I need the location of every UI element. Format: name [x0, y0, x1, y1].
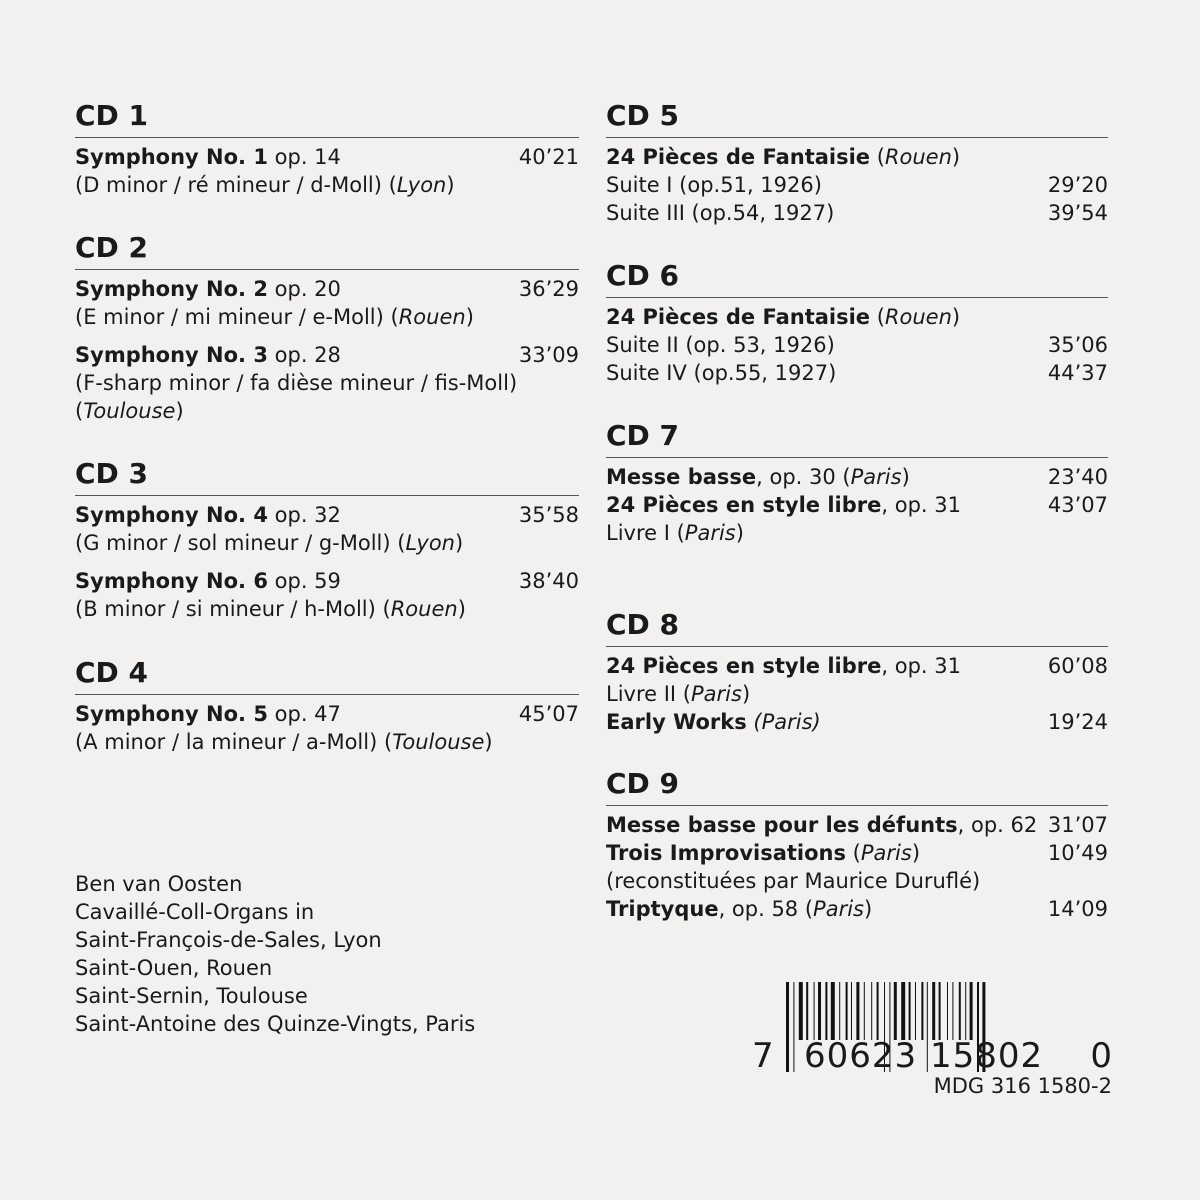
barcode-bar [932, 982, 935, 1040]
cd9-block [606, 768, 1108, 923]
cd2-heading: CD 2 [75, 232, 579, 270]
cd1-work1: Symphony No. 1 op. 14 40’21 [75, 145, 579, 169]
cd2-block [75, 232, 579, 425]
cd3-work1-duration: 35’58 [518, 503, 579, 527]
cd3-work1-key: (G minor / sol mineur / g-Moll) (Lyon) [75, 531, 464, 555]
barcode-bar [909, 982, 911, 1040]
barcode-bar [965, 982, 966, 1040]
cd4-work1-duration: 45’07 [518, 702, 579, 726]
barcode-bar [851, 982, 852, 1040]
cd2-work2-place: (Toulouse) [75, 399, 184, 423]
barcode-group-1: 60623 [804, 1036, 918, 1076]
cd8-work1-book: Livre II (Paris) [606, 682, 751, 706]
barcode-bar [877, 982, 879, 1040]
cd2-work1-key: (E minor / mi mineur / e-Moll) (Rouen) [75, 305, 474, 329]
cd2-work1-duration: 36’29 [518, 277, 579, 301]
cd1-work1-duration: 40’21 [518, 145, 579, 169]
barcode-first-digit: 7 [752, 1036, 774, 1076]
barcode-bar [846, 982, 848, 1040]
cd6-heading: CD 6 [606, 260, 1108, 298]
artist-line-5: Saint-Antoine des Quinze-Vingts, Paris [75, 1012, 476, 1036]
artist-line-2: Saint-François-de-Sales, Lyon [75, 928, 382, 952]
barcode-bar [825, 982, 827, 1040]
cd1-block [75, 100, 579, 199]
barcode-bar [901, 982, 905, 1040]
barcode-bar [959, 982, 961, 1040]
barcode-bar [871, 982, 872, 1040]
cd3-work2: Symphony No. 6 op. 59 38’40 [75, 569, 579, 593]
barcode-bar [856, 982, 859, 1040]
barcode-bar [839, 982, 840, 1040]
barcode-bar [814, 982, 815, 1040]
cd3-block [75, 458, 579, 623]
barcode-bar [947, 982, 948, 1040]
cd8-heading: CD 8 [606, 609, 1108, 647]
cd8-block [606, 609, 1108, 736]
cd9-work3: Triptyque, op. 58 (Paris) 14’09 [606, 897, 1108, 921]
artist-info [75, 870, 555, 1038]
barcode-bar [939, 982, 941, 1040]
cd7-work1: Messe basse, op. 30 (Paris) 23’40 [606, 465, 1108, 489]
cd7-block [606, 420, 1108, 547]
catalog-number: MDG 316 1580-2 [933, 1074, 1112, 1098]
barcode-bar [818, 982, 821, 1040]
barcode-bar [970, 982, 973, 1040]
cd3-work2-duration: 38’40 [518, 569, 579, 593]
barcode-bar [806, 982, 808, 1040]
cd4-block [75, 657, 579, 756]
cd4-heading: CD 4 [75, 657, 579, 695]
cd5-heading: CD 5 [606, 100, 1108, 138]
cd1-heading: CD 1 [75, 100, 579, 138]
barcode-last-digit: 0 [1090, 1036, 1112, 1076]
barcode-bar [799, 982, 803, 1040]
cd7-heading: CD 7 [606, 420, 1108, 458]
barcode-bar [894, 982, 897, 1040]
barcode-group-2: 15802 [930, 1036, 1044, 1076]
cd6-suite2: Suite IV (op.55, 1927) 44’37 [606, 361, 1108, 385]
barcode-bar [831, 982, 835, 1040]
cd3-work1: Symphony No. 4 op. 32 35’58 [75, 503, 579, 527]
cd3-heading: CD 3 [75, 458, 579, 496]
artist-line-1: Cavaillé-Coll-Organs in [75, 900, 315, 924]
cd9-work1: Messe basse pour les défunts, op. 62 31’07 [606, 813, 1108, 837]
barcode-bar [952, 982, 953, 1040]
cd6-work: 24 Pièces de Fantaisie (Rouen) [606, 305, 961, 329]
cd9-work2: Trois Improvisations (Paris) 10’49 [606, 841, 1108, 865]
cd2-work2-duration: 33’09 [518, 343, 579, 367]
cd7-work2-book: Livre I (Paris) [606, 521, 744, 545]
cd5-suite2: Suite III (op.54, 1927) 39’54 [606, 201, 1108, 225]
cd2-work2-key: (F-sharp minor / fa dièse mineur / fis-Moll) [75, 371, 518, 395]
cd9-heading: CD 9 [606, 768, 1108, 806]
cd9-work2-note: (reconstituées par Maurice Duruflé) [606, 869, 981, 893]
barcode-bar [921, 982, 923, 1040]
cd5-work: 24 Pièces de Fantaisie (Rouen) [606, 145, 961, 169]
cd2-work1: Symphony No. 2 op. 20 36’29 [75, 277, 579, 301]
barcode-digits [752, 1036, 1112, 1076]
cd6-block [606, 260, 1108, 387]
barcode-bar [915, 982, 916, 1040]
artist-line-4: Saint-Sernin, Toulouse [75, 984, 308, 1008]
artist-line-3: Saint-Ouen, Rouen [75, 956, 273, 980]
cd7-work2: 24 Pièces en style libre, op. 31 43’07 [606, 493, 1108, 517]
cd4-work1-key: (A minor / la mineur / a-Moll) (Toulouse) [75, 730, 493, 754]
cd6-suite1: Suite II (op. 53, 1926) 35’06 [606, 333, 1108, 357]
cd5-block [606, 100, 1108, 227]
artist-name: Ben van Oosten [75, 872, 243, 896]
cd8-work2: Early Works (Paris) 19’24 [606, 710, 1108, 734]
cd2-work2: Symphony No. 3 op. 28 33’09 [75, 343, 579, 367]
cd8-work1: 24 Pièces en style libre, op. 31 60’08 [606, 654, 1108, 678]
barcode-bar [864, 982, 865, 1040]
cd3-work2-key: (B minor / si mineur / h-Moll) (Rouen) [75, 597, 466, 621]
cd4-work1: Symphony No. 5 op. 47 45’07 [75, 702, 579, 726]
cd5-suite1: Suite I (op.51, 1926) 29’20 [606, 173, 1108, 197]
cd1-work1-key: (D minor / ré mineur / d-Moll) (Lyon) [75, 173, 455, 197]
